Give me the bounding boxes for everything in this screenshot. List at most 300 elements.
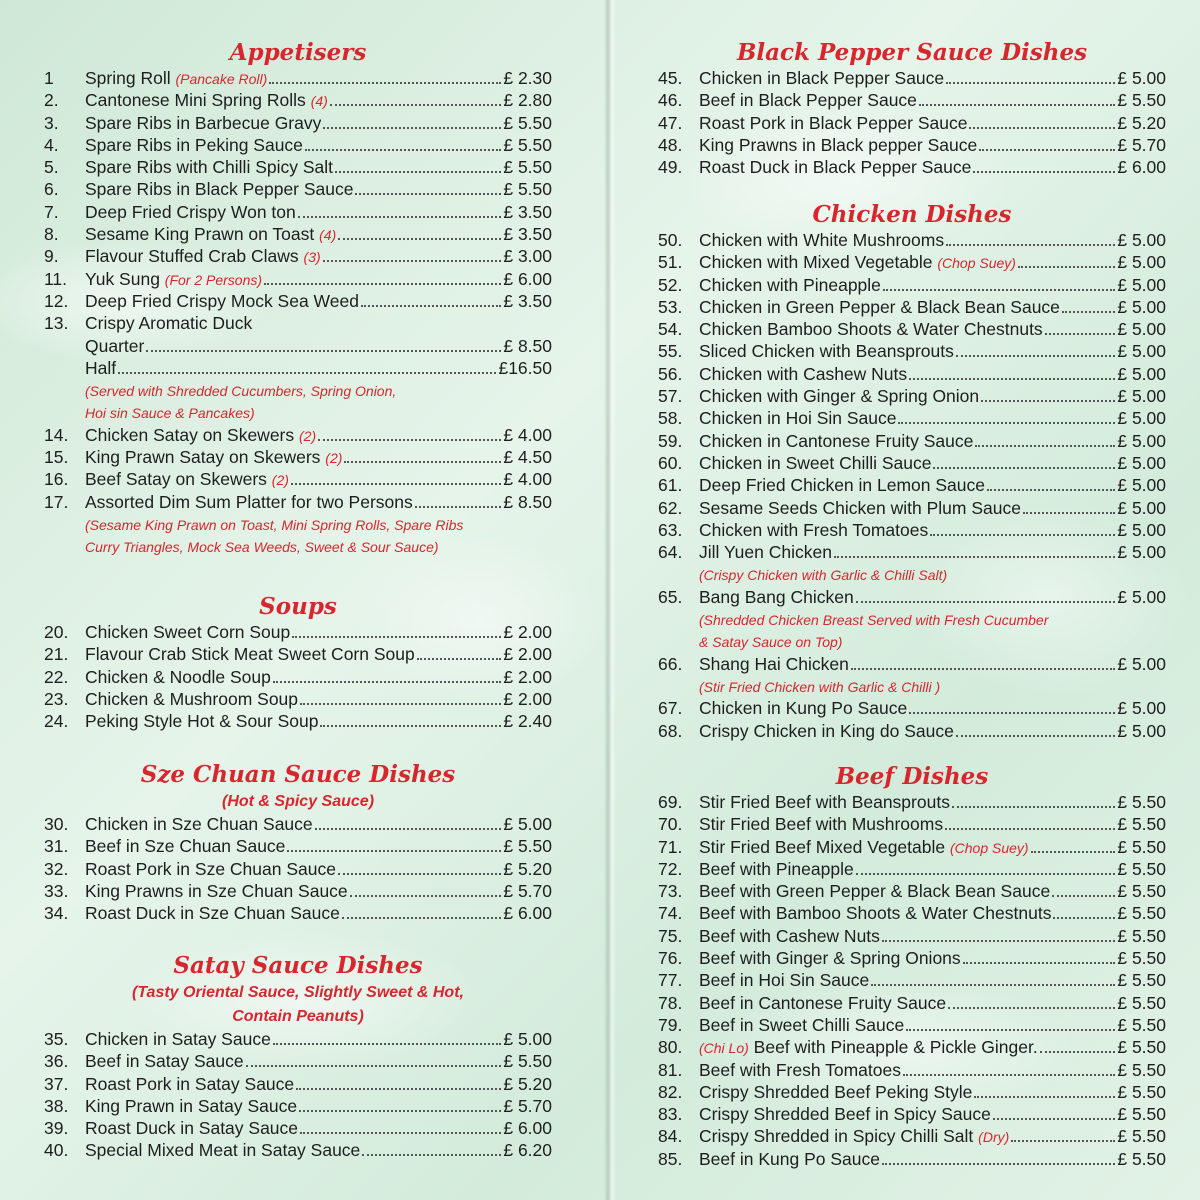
item-note: (2) xyxy=(299,427,317,444)
item-name xyxy=(699,297,1060,318)
item-price: £ 5.00 xyxy=(1117,497,1166,518)
item-name-text: Chicken with Cashew Nuts xyxy=(699,363,908,384)
item-name xyxy=(699,453,931,474)
item-price: £ 2.00 xyxy=(503,666,552,687)
item-note: (Chop Suey) xyxy=(937,255,1016,272)
item-name-text: Special Mixed Meat in Satay Sauce xyxy=(85,1140,361,1161)
menu-item xyxy=(658,68,1166,90)
item-name xyxy=(85,68,267,89)
menu-item xyxy=(44,336,552,358)
leader-dots xyxy=(415,506,502,508)
leader-dots xyxy=(975,445,1115,447)
leader-dots xyxy=(344,461,501,463)
item-name-text: Chicken in Hoi Sin Sauce xyxy=(699,408,897,429)
leader-dots xyxy=(296,1088,501,1090)
item-name-text: Bang Bang Chicken xyxy=(699,586,854,607)
item-number: 77. xyxy=(658,970,683,991)
item-number: 20. xyxy=(44,622,69,642)
item-name-text: Sliced Chicken with Beansprouts xyxy=(699,341,954,362)
item-name xyxy=(85,1074,294,1095)
item-name-text: Beef with Pineapple xyxy=(699,858,854,879)
item-name-text: Sesame Seeds Chicken with Plum Sauce xyxy=(699,497,1021,518)
item-name xyxy=(85,689,298,710)
item-name xyxy=(85,644,415,665)
item-name xyxy=(699,859,854,880)
leader-dots xyxy=(979,149,1115,151)
leader-dots xyxy=(909,712,1115,714)
leader-dots xyxy=(291,483,501,485)
leader-dots xyxy=(1062,311,1115,313)
item-name xyxy=(699,721,954,742)
item-number: 69. xyxy=(658,792,683,812)
item-number: 51. xyxy=(658,252,683,273)
leader-dots xyxy=(906,1029,1115,1031)
item-number: 37. xyxy=(44,1073,69,1094)
item-name xyxy=(699,542,832,563)
menu-item xyxy=(44,1029,552,1051)
item-price: £ 5.50 xyxy=(1117,836,1166,857)
menu-item xyxy=(658,926,1166,948)
item-name-text: Shang Hai Chicken xyxy=(699,653,849,674)
chicken-section xyxy=(658,200,1166,743)
item-number: 73. xyxy=(658,881,683,902)
item-name xyxy=(85,202,296,223)
item-note: (4) xyxy=(310,93,328,110)
item-number: 72. xyxy=(658,858,683,879)
leader-dots xyxy=(969,127,1115,129)
leader-dots xyxy=(287,850,501,852)
item-price: £ 2.00 xyxy=(503,622,552,642)
item-name xyxy=(699,698,907,719)
item-name-text: Beef with Ginger & Spring Onions xyxy=(699,948,961,969)
item-name xyxy=(699,814,943,835)
item-name-text: Beef in Cantonese Fruity Sauce xyxy=(699,992,947,1013)
item-name-text: Crispy Shredded Beef in Spicy Sauce xyxy=(699,1104,991,1125)
item-name-text: Deep Fried Crispy Mock Sea Weed xyxy=(85,290,359,311)
menu-item xyxy=(44,135,552,157)
item-name xyxy=(85,179,353,200)
item-name-text: Peking Style Hot & Sour Soup xyxy=(85,711,319,732)
item-name xyxy=(699,993,946,1014)
item-price: £ 5.20 xyxy=(1117,112,1166,133)
menu-item xyxy=(658,1082,1166,1104)
leader-dots xyxy=(342,917,501,919)
item-number: 15. xyxy=(44,447,69,468)
leader-dots xyxy=(269,82,501,84)
item-description: Curry Triangles, Mock Sea Weeds, Sweet & Sour Sauce) xyxy=(85,539,439,556)
leader-dots xyxy=(919,104,1115,106)
leader-dots xyxy=(973,171,1115,173)
leader-dots xyxy=(330,104,502,106)
item-name xyxy=(85,1029,271,1050)
item-number: 68. xyxy=(658,720,683,741)
item-name-text: Roast Duck in Sze Chuan Sauce xyxy=(85,903,340,924)
item-name-text: Beef in Kung Po Sauce xyxy=(699,1148,880,1169)
menu-item xyxy=(658,475,1166,497)
menu-item xyxy=(44,269,552,291)
item-description: (Sesame King Prawn on Toast, Mini Spring Rolls, Spare Ribs xyxy=(85,516,464,533)
menu-item xyxy=(658,542,1166,564)
item-price: £ 5.70 xyxy=(503,1095,552,1116)
item-number: 34. xyxy=(44,903,69,924)
leader-dots xyxy=(987,489,1115,491)
item-number: 56. xyxy=(658,363,683,384)
item-price: £ 5.50 xyxy=(1117,970,1166,991)
item-name xyxy=(699,881,1050,902)
menu-item xyxy=(44,836,552,858)
leader-dots xyxy=(956,735,1115,737)
item-number: 67. xyxy=(658,698,683,719)
menu-item xyxy=(44,113,552,135)
menu-item xyxy=(658,520,1166,542)
item-name xyxy=(699,1104,991,1125)
leader-dots xyxy=(1011,1140,1115,1142)
item-description: (Stir Fried Chicken with Garlic & Chilli ) xyxy=(699,678,941,695)
item-price: £ 2.00 xyxy=(503,688,552,709)
menu-item xyxy=(44,881,552,903)
item-price: £ 4.00 xyxy=(503,424,552,445)
item-number: 33. xyxy=(44,880,69,901)
item-name: Crispy Aromatic Duck xyxy=(85,313,253,334)
item-note: (4) xyxy=(319,227,337,244)
menu-list xyxy=(44,814,552,925)
item-price: £ 5.00 xyxy=(1117,720,1166,741)
item-number: 46. xyxy=(658,90,683,111)
item-note: (Chi Lo) xyxy=(699,1040,749,1057)
item-price: £ 5.00 xyxy=(1117,519,1166,540)
item-price: £ 5.50 xyxy=(1117,925,1166,946)
item-number: 70. xyxy=(658,814,683,835)
item-price: £ 5.50 xyxy=(503,836,552,857)
item-number: 8. xyxy=(44,224,59,245)
item-name-text: Chicken with White Mushrooms xyxy=(699,230,945,250)
menu-item xyxy=(658,698,1166,720)
item-name xyxy=(85,246,321,267)
menu-list xyxy=(44,1029,552,1163)
item-name-text: Chicken Sweet Corn Soup xyxy=(85,622,291,642)
item-name-text: Chicken in Sweet Chilli Sauce xyxy=(699,452,932,473)
menu-item xyxy=(44,157,552,179)
menu-item xyxy=(44,859,552,881)
item-name-text: Spare Ribs in Black Pepper Sauce xyxy=(85,179,354,200)
menu-item xyxy=(658,319,1166,341)
item-price: £ 5.50 xyxy=(1117,1148,1166,1169)
item-name xyxy=(85,425,316,446)
menu-list xyxy=(658,792,1166,1037)
item-name xyxy=(85,157,333,178)
item-name-text: Beef in Satay Sauce xyxy=(85,1051,244,1072)
item-name-text: Chicken Bamboo Shoots & Water Chestnuts xyxy=(699,319,1043,340)
menu-item xyxy=(44,313,552,335)
leader-dots xyxy=(882,1163,1115,1165)
section-title: Soups xyxy=(259,593,337,620)
item-name-text: Chicken in Black Pepper Sauce xyxy=(699,68,945,88)
item-number: 85. xyxy=(658,1148,683,1169)
menu-list xyxy=(44,68,552,313)
item-price: £ 5.50 xyxy=(1117,1059,1166,1080)
item-name-text: Beef in Black Pepper Sauce xyxy=(699,90,917,111)
item-name xyxy=(699,970,869,991)
item-number: 40. xyxy=(44,1140,69,1161)
leader-dots xyxy=(1023,512,1115,514)
item-price: £ 4.00 xyxy=(503,469,552,490)
item-description: Hoi sin Sauce & Pancakes) xyxy=(85,405,255,422)
item-number: 64. xyxy=(658,542,683,563)
leader-dots xyxy=(930,534,1115,536)
item-number: 9. xyxy=(44,246,59,267)
item-number: 21. xyxy=(44,644,69,665)
leader-dots xyxy=(315,828,502,830)
leader-dots xyxy=(118,372,496,374)
item-price: £ 5.50 xyxy=(1117,948,1166,969)
item-name xyxy=(699,275,881,296)
item-name-text: Yuk Sung xyxy=(85,268,160,289)
menu-item xyxy=(44,492,552,514)
item-number: 22. xyxy=(44,666,69,687)
menu-item xyxy=(44,179,552,201)
satay-section xyxy=(44,951,552,1163)
item-name xyxy=(85,622,290,643)
menu-item xyxy=(658,252,1166,274)
leader-dots xyxy=(292,636,501,638)
item-name xyxy=(85,903,340,924)
item-number: 5. xyxy=(44,157,59,178)
item-price: £ 5.00 xyxy=(1117,341,1166,362)
item-price: £ 5.50 xyxy=(1117,1037,1166,1058)
menu-item xyxy=(658,1104,1166,1126)
leader-dots xyxy=(1031,851,1116,853)
menu-list xyxy=(658,230,1166,564)
item-price: £ 5.50 xyxy=(1117,1081,1166,1102)
item-name xyxy=(699,1082,972,1103)
leader-dots xyxy=(898,422,1115,424)
leader-dots xyxy=(956,355,1115,357)
item-name xyxy=(699,475,985,496)
item-price: £ 5.50 xyxy=(1117,814,1166,835)
item-name-text: Chicken & Noodle Soup xyxy=(85,666,271,687)
menu-item xyxy=(658,721,1166,743)
item-price: £ 5.20 xyxy=(503,1073,552,1094)
leader-dots xyxy=(933,467,1115,469)
item-name xyxy=(699,408,896,429)
item-number: 4. xyxy=(44,134,59,155)
item-name-text: Chicken Satay on Skewers xyxy=(85,424,295,445)
menu-item xyxy=(44,202,552,224)
menu-item xyxy=(44,903,552,925)
item-price: £ 6.00 xyxy=(1117,157,1166,178)
item-price: £ 5.50 xyxy=(1117,1104,1166,1125)
item-price: £ 5.00 xyxy=(1117,274,1166,295)
leader-dots xyxy=(264,283,501,285)
item-name-text: Chicken in Kung Po Sauce xyxy=(699,698,908,719)
leader-dots xyxy=(993,1118,1116,1120)
beef-section xyxy=(658,762,1166,1171)
item-price: £16.50 xyxy=(498,357,552,378)
leader-dots xyxy=(952,806,1115,808)
menu-item xyxy=(44,291,552,313)
menu-item xyxy=(658,837,1166,859)
item-price: £ 5.00 xyxy=(1117,586,1166,607)
item-name-text: Roast Duck in Black Pepper Sauce xyxy=(699,157,972,178)
item-price: £ 6.00 xyxy=(503,268,552,289)
section-title: Beef Dishes xyxy=(835,763,989,790)
item-name xyxy=(85,1096,297,1117)
section-title: Black Pepper Sauce Dishes xyxy=(736,39,1088,66)
menu-list xyxy=(658,654,1166,676)
item-number: 74. xyxy=(658,903,683,924)
item-number: 55. xyxy=(658,341,683,362)
leader-dots xyxy=(1053,917,1115,919)
menu-item xyxy=(44,667,552,689)
item-name xyxy=(699,68,944,89)
item-number: 38. xyxy=(44,1095,69,1116)
item-name: Half xyxy=(85,357,117,378)
leader-dots xyxy=(963,962,1116,964)
item-name xyxy=(699,520,928,541)
menu-list xyxy=(44,622,552,733)
menu-item xyxy=(658,341,1166,363)
leader-dots xyxy=(981,400,1115,402)
item-name-text: Chicken in Satay Sauce xyxy=(85,1029,271,1049)
item-name xyxy=(699,252,1016,273)
item-name xyxy=(699,948,961,969)
item-note: (Pancake Roll) xyxy=(175,71,268,87)
item-number: 17. xyxy=(44,491,69,512)
leader-dots xyxy=(361,305,501,307)
section-title: Appetisers xyxy=(229,39,367,66)
item-number: 59. xyxy=(658,430,683,451)
leader-dots xyxy=(323,260,502,262)
item-name-text: Flavour Crab Stick Meat Sweet Corn Soup xyxy=(85,644,415,665)
item-name xyxy=(85,269,262,290)
item-name-text: Deep Fried Chicken in Lemon Sauce xyxy=(699,475,985,496)
item-name-text: Beef in Sweet Chilli Sauce xyxy=(699,1014,905,1035)
item-note: (Dry) xyxy=(978,1129,1010,1146)
leader-dots xyxy=(946,244,1115,246)
menu-item xyxy=(658,408,1166,430)
leader-dots xyxy=(318,439,501,441)
item-number: 52. xyxy=(658,274,683,295)
item-name xyxy=(699,1015,904,1036)
menu-item xyxy=(658,275,1166,297)
leader-dots xyxy=(948,1007,1115,1009)
menu-item xyxy=(658,90,1166,112)
menu-item xyxy=(658,230,1166,252)
item-price: £ 5.00 xyxy=(1117,452,1166,473)
item-price: £ 4.50 xyxy=(503,447,552,468)
item-price: £ 2.00 xyxy=(503,644,552,665)
item-name-text: Chicken in Sze Chuan Sauce xyxy=(85,814,313,834)
szechuan-section xyxy=(44,760,552,925)
item-price: £ 2.30 xyxy=(503,68,552,88)
item-name xyxy=(85,291,359,312)
item-price: £ 5.50 xyxy=(503,179,552,200)
item-price: £ 5.50 xyxy=(1117,1126,1166,1147)
item-name xyxy=(85,113,321,134)
item-number: 54. xyxy=(658,319,683,340)
leader-dots xyxy=(273,1043,502,1045)
item-name xyxy=(699,654,849,675)
black-pepper-section xyxy=(658,38,1166,179)
menu-item xyxy=(44,1096,552,1118)
menu-item xyxy=(44,246,552,268)
item-price: £ 5.50 xyxy=(503,1051,552,1072)
item-name xyxy=(699,157,971,178)
leader-dots xyxy=(1045,333,1116,335)
item-price: £ 5.00 xyxy=(1117,408,1166,429)
item-name xyxy=(699,364,907,385)
item-note: (2) xyxy=(271,472,289,489)
item-number: 78. xyxy=(658,992,683,1013)
leader-dots xyxy=(362,1154,501,1156)
leader-dots xyxy=(1018,266,1115,268)
item-name xyxy=(699,230,944,251)
leader-dots xyxy=(338,873,501,875)
leader-dots xyxy=(273,681,502,683)
item-name xyxy=(699,113,967,134)
item-price: £ 5.00 xyxy=(1117,296,1166,317)
item-name-text: Assorted Dim Sum Platter for two Persons xyxy=(85,491,413,512)
item-name-text: Crispy Shredded in Spicy Chilli Salt xyxy=(699,1126,974,1147)
soups-section xyxy=(44,592,552,733)
item-name xyxy=(85,469,289,490)
item-price: £ 8.50 xyxy=(503,491,552,512)
item-name xyxy=(85,836,285,857)
menu-list xyxy=(658,698,1166,743)
item-name-text: Beef with Bamboo Shoots & Water Chestnuts xyxy=(699,903,1052,924)
leader-dots xyxy=(1052,895,1115,897)
leader-dots xyxy=(417,658,502,660)
section-subtitle: (Tasty Oriental Sauce, Slightly Sweet & Hot, xyxy=(132,984,464,1001)
item-name xyxy=(699,386,979,407)
item-price: £ 5.20 xyxy=(503,858,552,879)
item-number: 35. xyxy=(44,1029,69,1049)
menu-item xyxy=(658,1126,1166,1148)
item-name xyxy=(699,1126,1009,1147)
item-name-text: Chicken with Mixed Vegetable xyxy=(699,252,933,273)
item-name xyxy=(699,792,950,813)
item-name xyxy=(699,903,1051,924)
item-number: 36. xyxy=(44,1051,69,1072)
item-name xyxy=(699,587,854,608)
leader-dots xyxy=(883,289,1115,291)
leader-dots xyxy=(946,82,1115,84)
menu-item xyxy=(44,1118,552,1140)
leader-dots xyxy=(355,193,501,195)
menu-item xyxy=(44,90,552,112)
item-number: 30. xyxy=(44,814,69,834)
item-price: £ 3.50 xyxy=(503,201,552,222)
item-name-text: Chicken & Mushroom Soup xyxy=(85,688,299,709)
item-note: (3) xyxy=(303,249,321,266)
item-number: 2. xyxy=(44,90,59,111)
item-name xyxy=(85,1118,298,1139)
item-name xyxy=(699,1149,880,1170)
item-name-text: Cantonese Mini Spring Rolls xyxy=(85,90,306,111)
item-number: 75. xyxy=(658,925,683,946)
item-name-text: Roast Pork in Sze Chuan Sauce xyxy=(85,858,336,879)
menu-item xyxy=(658,948,1166,970)
leader-dots xyxy=(298,216,502,218)
menu-item xyxy=(658,859,1166,881)
menu-item xyxy=(44,358,552,380)
leader-dots xyxy=(1040,1051,1116,1053)
item-price: £ 5.50 xyxy=(503,112,552,133)
item-number: 53. xyxy=(658,296,683,317)
item-name xyxy=(699,319,1043,340)
item-number: 16. xyxy=(44,469,69,490)
section-subtitle: (Hot & Spicy Sauce) xyxy=(221,793,375,810)
